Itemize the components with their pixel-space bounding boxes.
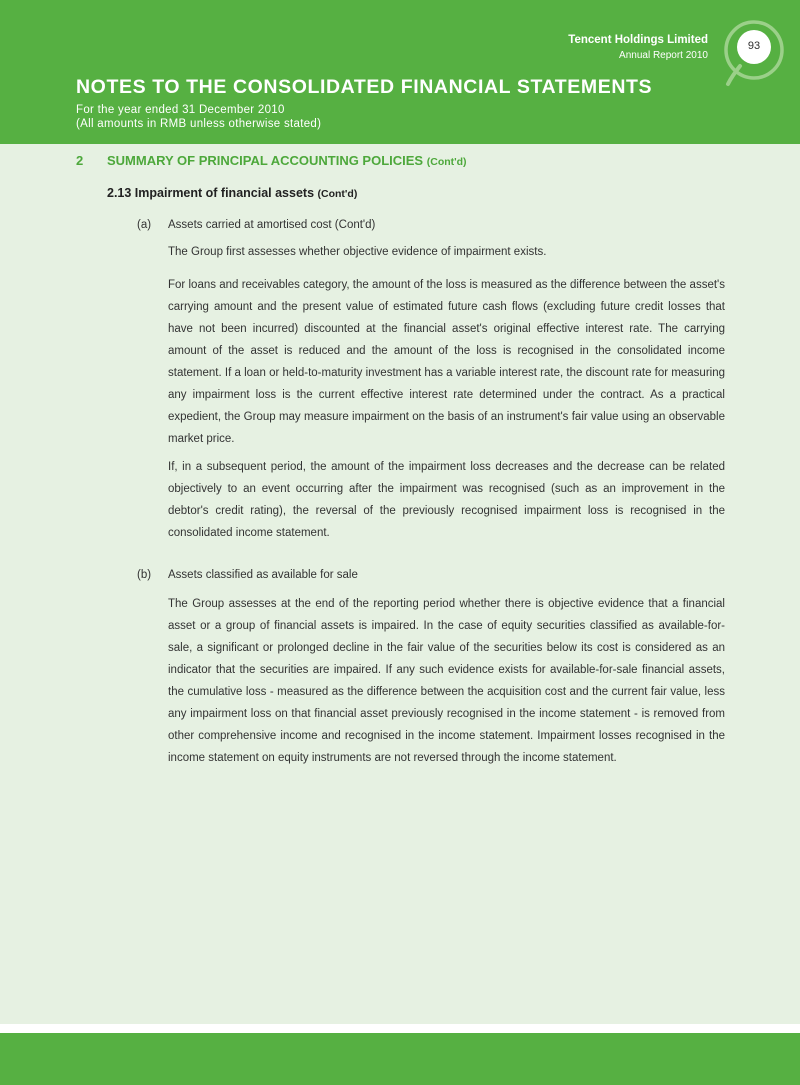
item-title: Assets classified as available for sale — [168, 569, 358, 581]
item-marker: (b) — [137, 569, 152, 581]
section-number: 2 — [76, 153, 84, 168]
item-title: Assets carried at amortised cost (Cont'd) — [168, 219, 376, 231]
subsection-heading — [107, 186, 357, 200]
footer-band — [0, 1033, 800, 1085]
body-paragraph: If, in a subsequent period, the amount of the impairment loss decreases and the decrease can be related objectively to an event occurring after the impairment was recognised (such as an improvement in the debtor's credit rating), the reversal of the previously recognised impairment loss is recognised in the consolidated income statement. — [168, 461, 725, 539]
section-title: SUMMARY OF PRINCIPAL ACCOUNTING POLICIES — [107, 153, 424, 168]
magnifier-ring-icon — [716, 14, 792, 90]
body-paragraph: The Group assesses at the end of the reporting period whether there is objective evidence that a financial asset or a group of financial assets is impaired. In the case of equity securities classified as available-for-sale, a significant or prolonged decline in the fair value of the securities below its cost is considered as an indicator that the securities are impaired. If any such evidence exists for available-for-sale financial assets, the cumulative loss - measured as the difference between the acquisition cost and the current fair value, less any impairment loss on that financial asset previously recognised in the income statement - is removed from other comprehensive income and recognised in the income statement. Impairment losses recognised in the income statement on equity instruments are not reversed through the income statement. — [168, 598, 725, 764]
body-paragraph: For loans and receivables category, the amount of the loss is measured as the difference between the asset's carrying amount and the present value of estimated future cash flows (excluding future credit losses that have not been incurred) discounted at the financial asset's original effective interest rate. The carrying amount of the asset is reduced and the amount of the loss is recognised in the consolidated income statement. If a loan or held-to-maturity investment has a variable interest rate, the discount rate for measuring any impairment loss is the current effective interest rate determined under the contract. As a practical expedient, the Group may measure impairment on the basis of an instrument's fair value using an observable market price. — [168, 279, 725, 445]
section-suffix: (Cont'd) — [426, 156, 467, 168]
body-paragraph: The Group first assesses whether objective evidence of impairment exists. — [168, 246, 547, 258]
subsection-suffix: (Cont'd) — [317, 188, 358, 200]
currency-subtitle: (All amounts in RMB unless otherwise stated) — [76, 118, 322, 130]
footer-divider — [0, 1024, 800, 1033]
page-title: NOTES TO THE CONSOLIDATED FINANCIAL STATEMENTS — [76, 76, 653, 98]
report-name: Annual Report 2010 — [619, 50, 708, 61]
company-name: Tencent Holdings Limited — [568, 34, 708, 46]
section-heading — [107, 153, 467, 168]
item-marker: (a) — [137, 219, 152, 231]
subsection-title: 2.13 Impairment of financial assets — [107, 186, 315, 200]
page-number: 93 — [747, 40, 761, 52]
period-subtitle: For the year ended 31 December 2010 — [76, 104, 285, 116]
